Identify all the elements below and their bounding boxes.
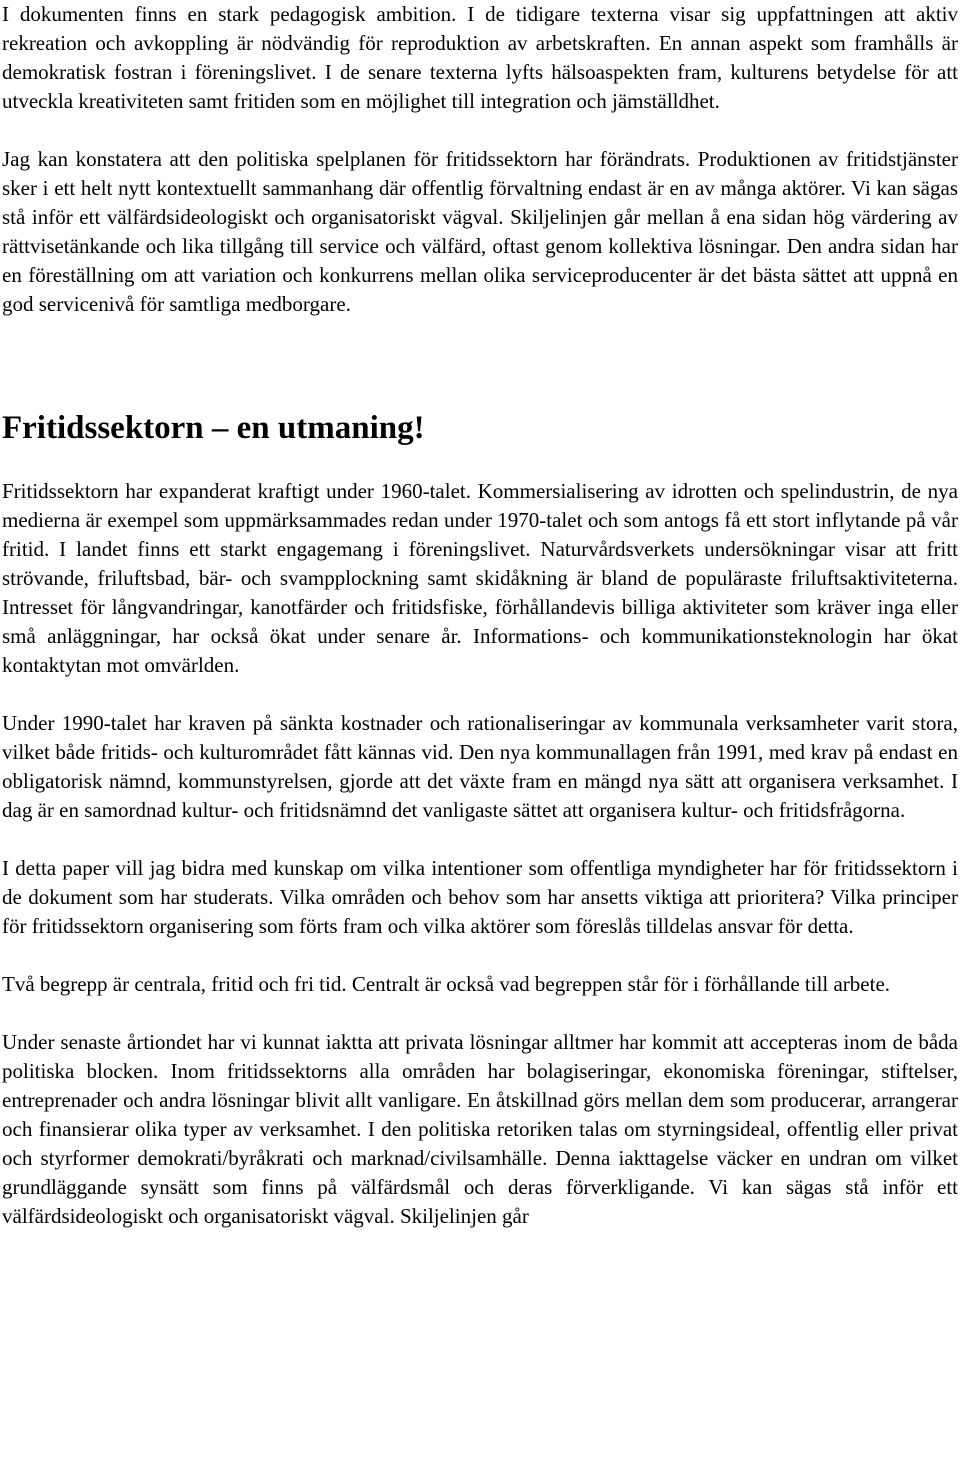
paragraph-paper-aim: I detta paper vill jag bidra med kunskap om vilka intentioner som offentliga myndigheter har för fritidssektorn i de dokument som har studerats. Vilka områden och behov som har ansetts viktiga att prioritera? Vilka principer för fritidssektorn organisering som förts fram och vilka aktörer som föreslås tilldelas ansvar för detta. <box>2 856 958 938</box>
paragraph-spacer <box>2 941 958 970</box>
paragraph-1990s-cost-cuts: Under 1990-talet har kraven på sänkta kostnader och rationaliseringar av kommunala verksamheter varit stora, vilket både fritids- och kulturområdet fått kännas vid. Den nya kommunallagen från 1991, med krav på endast en obligatorisk nämnd, kommunstyrelsen, gjorde att det växte fram en mängd nya sätt att organisera verksamhet. I dag är en samordnad kultur- och fritidsnämnd det vanligaste sättet att organisera kultur- och fritidsfrågorna. <box>2 711 958 822</box>
section-heading: Fritidssektorn – en utmaning! <box>2 410 425 446</box>
paragraph-intro-ambition: I dokumenten finns en stark pedagogisk ambition. I de tidigare texterna visar sig uppfattningen att aktiv rekreation och avkoppling är nödvändig för reproduktion av arbetskraften. En annan aspekt som framhålls är demokratisk fostran i föreningslivet. I de senare texterna lyfts hälsoaspekten fram, kulturens betydelse för att utveckla kreativiteten samt fritiden som en möjlighet till integration och jämställdhet. <box>2 2 958 113</box>
paragraph-spacer <box>2 680 958 709</box>
paragraph-political-playing-field: Jag kan konstatera att den politiska spelplanen för fritidssektorn har förändrats. Produktionen av fritidstjänster sker i ett helt nytt kontextuellt sammanhang där offentlig förvaltning endast är en av många aktörer. Vi kan sägas stå inför ett välfärdsideologiskt och organisatoriskt vägval. Skiljelinjen går mellan å ena sidan hög värdering av rättvisetänkande och lika tillgång till service och välfärd, oftast genom kollektiva lösningar. Den andra sidan har en föreställning om att variation och konkurrens mellan olika serviceproducenter är det bästa sättet att uppnå en god servicenivå för samtliga medborgare. <box>2 147 958 316</box>
paragraph-private-solutions: Under senaste årtiondet har vi kunnat iaktta att privata lösningar alltmer har kommit att accepteras inom de båda politiska blocken. Inom fritidssektorns alla områden har bolagiseringar, ekonomiska föreningar, stiftelser, entreprenader och andra lösningar blivit allt vanligare. En åtskillnad görs mellan dem som producerar, arrangerar och finansierar olika typer av verksamhet. I den politiska retoriken talas om styrningsideal, offentlig eller privat och styrformer demokrati/byråkrati och marknad/civilsamhälle. Denna iakttagelse väcker en undran om vilket grundläggande synsätt som finns på välfärdsmål och deras förverkligande. Vi kan sägas stå inför ett välfärdsideologiskt och organisatoriskt vägval. Skiljelinjen går <box>2 1030 958 1228</box>
section-spacer <box>2 319 958 406</box>
paragraph-spacer <box>2 116 958 145</box>
heading-spacer <box>2 454 958 477</box>
paragraph-spacer <box>2 999 958 1028</box>
paragraph-spacer <box>2 825 958 854</box>
paragraph-sector-expansion: Fritidssektorn har expanderat kraftigt under 1960-talet. Kommersialisering av idrotten och spelindustrin, de nya medierna är exempel som uppmärksammades redan under 1970-talet och som antogs få ett stort inflytande på vår fritid. I landet finns ett starkt engagemang i föreningslivet. Naturvårdsverkets undersökningar visar att fritt strövande, friluftsbad, bär- och svampplockning samt skidåkning är bland de populäraste friluftsaktiviteterna. Intresset för långvandringar, kanotfärder och fritidsfiske, förhållandevis billiga aktiviteter som kräver inga eller små anläggningar, har också ökat under senare år. Informations- och kommunikationsteknologin har ökat kontaktytan mot omvärlden. <box>2 479 958 677</box>
paragraph-two-concepts: Två begrepp är centrala, fritid och fri tid. Centralt är också vad begreppen står för i förhållande till arbete. <box>2 972 891 996</box>
